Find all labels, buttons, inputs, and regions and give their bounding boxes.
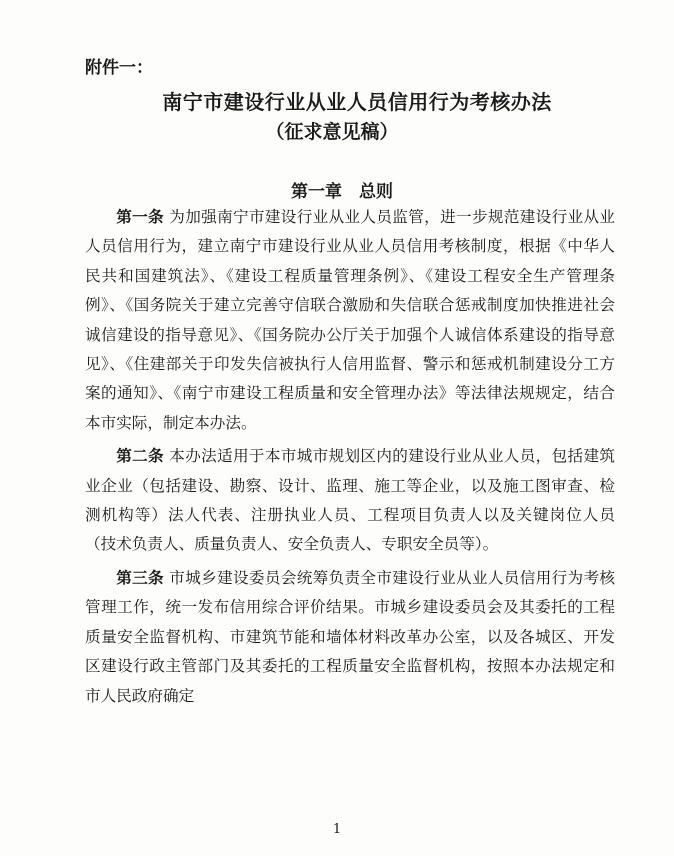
chapter-heading: 第一章 总则 [291, 182, 393, 202]
document-body [85, 203, 615, 711]
article-number: 第一条 [116, 208, 164, 226]
article-2 [85, 442, 615, 560]
article-number: 第三条 [116, 568, 164, 587]
document-subtitle: （征求意见稿） [265, 121, 399, 143]
article-number: 第二条 [116, 447, 164, 466]
article-3 [85, 564, 615, 711]
page-number: 1 [332, 822, 342, 837]
document-title: 南宁市建设行业从业人员信用行为考核办法 [162, 90, 552, 114]
article-1 [85, 203, 615, 438]
article-text: 市城乡建设委员会统筹负责全市建设行业从业人员信用行为考核管理工作，统一发布信用综合评价结果。市城乡建设委员会及其委托的工程质量安全监督机构、市建筑节能和墙体材料改革办公室，以及各城区、开发区建设行政主管部门及其委托的工程质量安全监督机构，按照本办法规定和市人民政府确定 [85, 568, 615, 705]
article-text: 本办法适用于本市城市规划区内的建设行业从业人员，包括建筑业企业（包括建设、勘察、设计、监理、施工等企业，以及施工图审查、检测机构等）法人代表、注册执业人员、工程项目负责人以及关键岗位人员（技术负责人、质量负责人、安全负责人、专职安全员等）。 [85, 447, 615, 554]
attachment-label: 附件一： [85, 58, 153, 78]
article-text: 为加强南宁市建设行业从业人员监管，进一步规范建设行业从业人员信用行为，建立南宁市建设行业从业人员信用考核制度，根据《中华人民共和国建筑法》、《建设工程质量管理条例》、《建设工程安全生产管理条例》、《国务院关于建立完善守信联合激励和失信联合惩戒制度加快推进社会诚信建设的指导意见》、《国务院办公厅关于加强个人诚信体系建设的指导意见》、《住建部关于印发失信被执行人信用监督、警示和惩戒机制建设分工方案的通知》、《南宁市建设工程质量和安全管理办法》等法律法规规定，结合本市实际，制定本办法。 [85, 208, 615, 432]
